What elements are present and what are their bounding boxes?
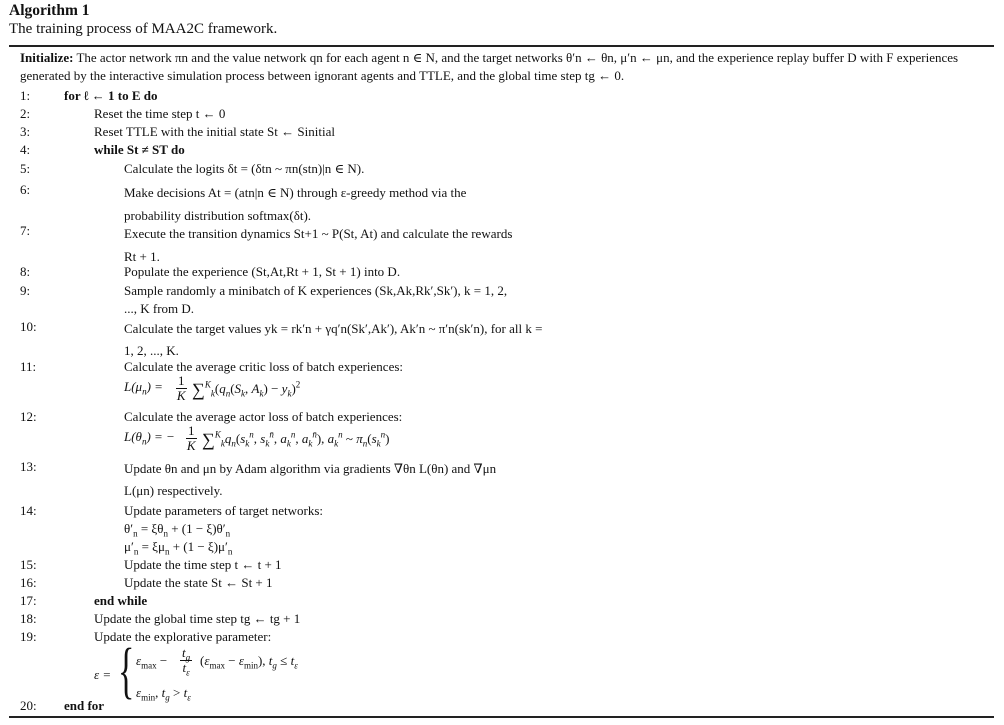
line-number: 14: xyxy=(20,503,37,518)
line-text: Update θn and μn by Adam algorithm via gradients ∇θn L(θn) and ∇μn L(μn) respectively. xyxy=(124,461,497,498)
line-number: 7: xyxy=(20,223,31,238)
line-number: 16: xyxy=(20,575,37,590)
line-text: Make decisions At = (atn|n ∈ N) through ε-greedy method via the probability distribution softmax(δt). xyxy=(124,185,467,223)
line-number: 6: xyxy=(20,182,31,197)
line-number: 12: xyxy=(20,409,37,424)
critic-loss-equation: $L(\mu_n)$ = $\frac{1}{K}$ $\sum^K_k(q_n(S_k$, $A_k) - y_k)^2$ xyxy=(124,373,301,403)
line-text: Update the time step t ← t + 1 xyxy=(124,557,282,572)
actor-loss-equation: $L(\theta_n)$ = − $\frac{1}{K}$ $\sum^K_kq_n(s_k^n$, $s_k^{n̄}$, $a_k^n$, $a_k^{n̄}$), $a_k^n$ ~ $\pi_n(s_k^n)$ xyxy=(124,423,390,453)
line-number: 8: xyxy=(20,264,31,279)
line-number: 11: xyxy=(20,359,37,374)
line-text: Sample randomly a minibatch of K experiences (Sk,Ak,Rk′,Sk′), k = 1, 2, ..., K from D. xyxy=(124,283,508,316)
line-number: 18: xyxy=(20,611,37,626)
line-text: Update the global time step tg ← tg + 1 xyxy=(94,611,301,626)
line-number: 15: xyxy=(20,557,37,572)
line-text: Update the explorative parameter: xyxy=(94,629,272,644)
line-text: while St ≠ ST do xyxy=(94,142,185,157)
line-number: 10: xyxy=(20,319,37,334)
line-number: 17: xyxy=(20,593,37,608)
line-number: 19: xyxy=(20,629,37,644)
initialize-label: Initialize: xyxy=(20,50,74,65)
line-text: Update the state St ← St + 1 xyxy=(124,575,273,590)
line-number: 1: xyxy=(20,88,31,103)
line-text: Reset TTLE with the initial state St ← Sinitial xyxy=(94,124,335,139)
algorithm-caption: The training process of MAA2C framework. xyxy=(9,21,278,37)
line-text: Calculate the target values yk = rk′n + γq′n(Sk′,Ak′), Ak′n ~ π′n(sk′n), for all k = 1, 2, ..., K. xyxy=(124,321,543,358)
line-text: Calculate the average critic loss of batch experiences: xyxy=(124,359,404,374)
algorithm-title: Algorithm 1 xyxy=(9,2,90,19)
initialize-paragraph xyxy=(20,49,992,84)
line-number: 13: xyxy=(20,459,37,474)
line-text: for ℓ ← 1 to E do xyxy=(64,88,158,103)
line-number: 2: xyxy=(20,106,31,121)
line-text: end for xyxy=(64,698,105,713)
epsilon-schedule-equation: ε = { $\varepsilon_{max}$ − $\frac{t_g}{t_\varepsilon}$ $(\varepsilon_{max} - \varepsilon_{min})$, $t_g \le t_\varepsilon$ $\varepsilon_{min}$, $t_g > t_\varepsilon$ xyxy=(94,637,298,705)
line-text: Populate the experience (St,At,Rt + 1, St + 1) into D. xyxy=(124,264,401,279)
line-text: Update parameters of target networks: xyxy=(124,503,324,518)
line-text: Calculate the average actor loss of batch experiences: xyxy=(124,409,403,424)
top-rule xyxy=(9,45,994,47)
line-text: Calculate the logits δt = (δtn ~ πn(stn)|n ∈ N). xyxy=(124,161,365,176)
line-text: end while xyxy=(94,593,148,608)
line-number: 3: xyxy=(20,124,31,139)
line-number: 9: xyxy=(20,283,31,298)
line-text: Reset the time step t ← 0 xyxy=(94,106,226,121)
line-text: Execute the transition dynamics St+1 ~ P(St, At) and calculate the rewards Rt + 1. xyxy=(124,226,513,264)
line-number: 20: xyxy=(20,698,37,713)
initialize-text: The actor network πn and the value network qn for each agent n ∈ N, and the target networks θ′n ← θn, μ′n ← μn, and the experience replay buffer D with F experiences generated by the interactive simulation process between ignorant agents and TTLE, and the global time step tg ← 0. xyxy=(20,50,959,83)
bottom-rule xyxy=(9,716,994,718)
line-number: 4: xyxy=(20,142,31,157)
line-number: 5: xyxy=(20,161,31,176)
